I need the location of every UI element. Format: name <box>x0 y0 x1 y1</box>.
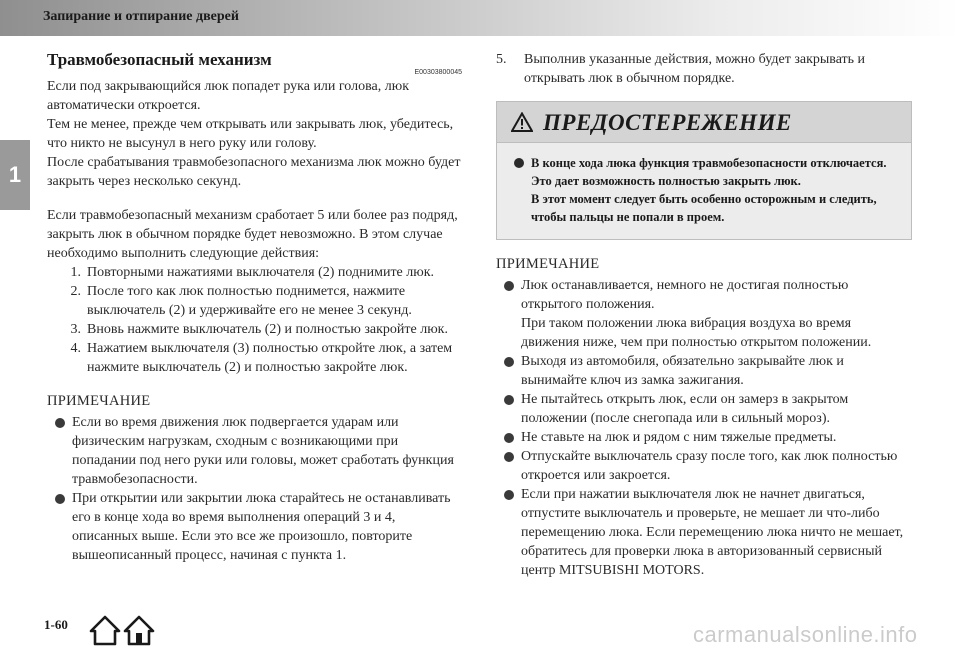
page-number: 1-60 <box>44 617 68 632</box>
text-line: движения ниже, чем при полностью открытом положении. <box>521 335 872 350</box>
step-number: 4. <box>70 341 81 356</box>
bullet-icon <box>496 447 521 485</box>
bullet-icon <box>47 489 72 565</box>
warning-text <box>531 154 901 226</box>
step-number: 2. <box>70 284 81 299</box>
bullet-icon <box>496 276 521 352</box>
note-item <box>496 428 914 447</box>
text-line: Не пытайтесь открыть люк, если он замерз в закрытом <box>521 392 849 407</box>
step-number: 1. <box>70 265 81 280</box>
text-line: В этот момент следует быть особенно осторожным и следить, <box>531 192 877 206</box>
text-line: нажмите выключатель (2) и полностью закройте люк. <box>87 360 408 375</box>
steps-list <box>47 263 462 377</box>
text-line: Тем не менее, прежде чем открывать или закрывать люк, убедитесь, <box>47 117 454 132</box>
text-line: выключатель (2) и удерживайте его не менее 3 секунд. <box>87 303 412 318</box>
text-line: перемещению люка. Если перемещению люка ничто не мешает, <box>521 525 904 540</box>
section-code: E00303800045 <box>414 69 462 76</box>
note-item <box>496 276 914 352</box>
step-item <box>47 320 462 339</box>
text-line: описанных выше. Если это все же произошло, повторите <box>72 529 413 544</box>
note-title: ПРИМЕЧАНИЕ <box>47 393 151 409</box>
step-text <box>87 320 462 339</box>
note-text <box>521 485 914 580</box>
text-line: Не ставьте на люк и рядом с ним тяжелые предметы. <box>521 430 837 445</box>
text-line: попадании под него руки или головы, может сработать функция <box>72 453 454 468</box>
text-line: откроется или закроется. <box>521 468 671 483</box>
text-line: вышеописанный процесс, начиная с пункта 1. <box>72 548 347 563</box>
text-line: Если во время движения люк подвергается ударам или <box>72 415 399 430</box>
text-line: его в конце хода во время выполнения операций 3 и 4, <box>72 510 396 525</box>
note-item <box>496 352 914 390</box>
left-column <box>47 50 462 565</box>
warning-title: ПРЕДОСТЕРЕЖЕНИЕ <box>543 109 792 135</box>
text-line: травмобезопасности. <box>72 472 198 487</box>
step-item <box>47 282 462 320</box>
step-number: 5. <box>496 52 507 67</box>
step-item <box>47 263 462 282</box>
chapter-tab: 1 <box>0 140 30 210</box>
note-item <box>47 489 462 565</box>
text-line: В конце хода люка функция травмобезопасности отключается. <box>531 156 887 170</box>
note-text <box>72 489 462 565</box>
warning-header <box>497 102 911 143</box>
note-item <box>496 390 914 428</box>
text-line: Выходя из автомобиля, обязательно закрывайте люк и <box>521 354 844 369</box>
text-line: вынимайте ключ из замка зажигания. <box>521 373 744 388</box>
note-item <box>496 447 914 485</box>
step-text <box>87 282 462 320</box>
note-list <box>496 276 914 580</box>
watermark: carmanualsonline.info <box>693 622 918 647</box>
bullet-icon <box>47 413 72 489</box>
text-line: открытого положения. <box>521 297 655 312</box>
text-line: автоматически откроется. <box>47 98 201 113</box>
bullet-icon <box>496 485 521 580</box>
note-text <box>72 413 462 489</box>
header-title: Запирание и отпирание дверей <box>43 9 239 24</box>
intro-paragraph <box>47 77 462 191</box>
note-text <box>521 352 914 390</box>
step-text <box>87 339 462 377</box>
text-line: После срабатывания травмобезопасного механизма люк можно будет <box>47 155 461 170</box>
section-title: Травмобезопасный механизм <box>47 50 272 69</box>
bullet-icon <box>507 154 531 226</box>
warning-body <box>497 143 911 239</box>
note-item <box>496 485 914 580</box>
text-line: чтобы пальцы не попали в проем. <box>531 210 725 224</box>
text-line: Это дает возможность полностью закрыть люк. <box>531 174 801 188</box>
text-line: После того как люк полностью поднимется, нажмите <box>87 284 406 299</box>
home-icon[interactable] <box>88 612 158 648</box>
bullet-icon <box>496 352 521 390</box>
note-title: ПРИМЕЧАНИЕ <box>496 256 600 272</box>
note-list <box>47 413 462 565</box>
text-line: Если под закрывающийся люк попадет рука или голова, люк <box>47 79 409 94</box>
text-line: необходимо выполнить следующие действия: <box>47 246 320 261</box>
step-item <box>496 50 914 88</box>
note-text <box>521 447 914 485</box>
text-line: При открытии или закрытии люка старайтесь не останавливать <box>72 491 451 506</box>
text-line: обратитесь для проверки люка в авторизованный сервисный <box>521 544 882 559</box>
bullet-icon <box>496 390 521 428</box>
note-text <box>521 276 914 352</box>
bullet-icon <box>496 428 521 447</box>
text-line: Если травмобезопасный механизм сработает 5 или более раз подряд, <box>47 208 458 223</box>
text-line: Отпускайте выключатель сразу после того, как люк полностью <box>521 449 898 464</box>
warning-triangle-icon <box>511 112 533 132</box>
note-item <box>47 413 462 489</box>
note-text <box>521 428 914 447</box>
text-line: открывать люк в обычном порядке. <box>524 71 735 86</box>
text-line: Нажатием выключателя (3) полностью откройте люк, а затем <box>87 341 453 356</box>
text-line: закрыть через несколько секунд. <box>47 174 242 189</box>
text-line: что никто не высунул в него руку или голову. <box>47 136 317 151</box>
step-number: 3. <box>70 322 81 337</box>
text-line: При таком положении люка вибрация воздуха во время <box>521 316 852 331</box>
header-band <box>0 0 960 36</box>
reset-paragraph <box>47 206 462 263</box>
step-text <box>524 50 914 88</box>
text-line: физическим нагрузкам, сходным с возникающими при <box>72 434 399 449</box>
text-line: Люк останавливается, немного не достигая полностью <box>521 278 849 293</box>
warning-box <box>496 101 912 240</box>
text-line: положении (после снегопада или в сильный мороз). <box>521 411 830 426</box>
text-line: Повторными нажатиями выключателя (2) поднимите люк. <box>87 265 435 280</box>
text-line: Если при нажатии выключателя люк не начнет двигаться, <box>521 487 865 502</box>
text-line: Вновь нажмите выключатель (2) и полностью закройте люк. <box>87 322 448 337</box>
text-line: закрыть люк в обычном порядке будет невозможно. В этом случае <box>47 227 443 242</box>
step-item <box>47 339 462 377</box>
text-line: отпустите выключатель и проверьте, не мешает ли что-либо <box>521 506 880 521</box>
note-text <box>521 390 914 428</box>
text-line: центр MITSUBISHI MOTORS. <box>521 563 705 578</box>
text-line: Выполнив указанные действия, можно будет закрывать и <box>524 52 866 67</box>
step-text <box>87 263 462 282</box>
right-column <box>496 50 914 580</box>
